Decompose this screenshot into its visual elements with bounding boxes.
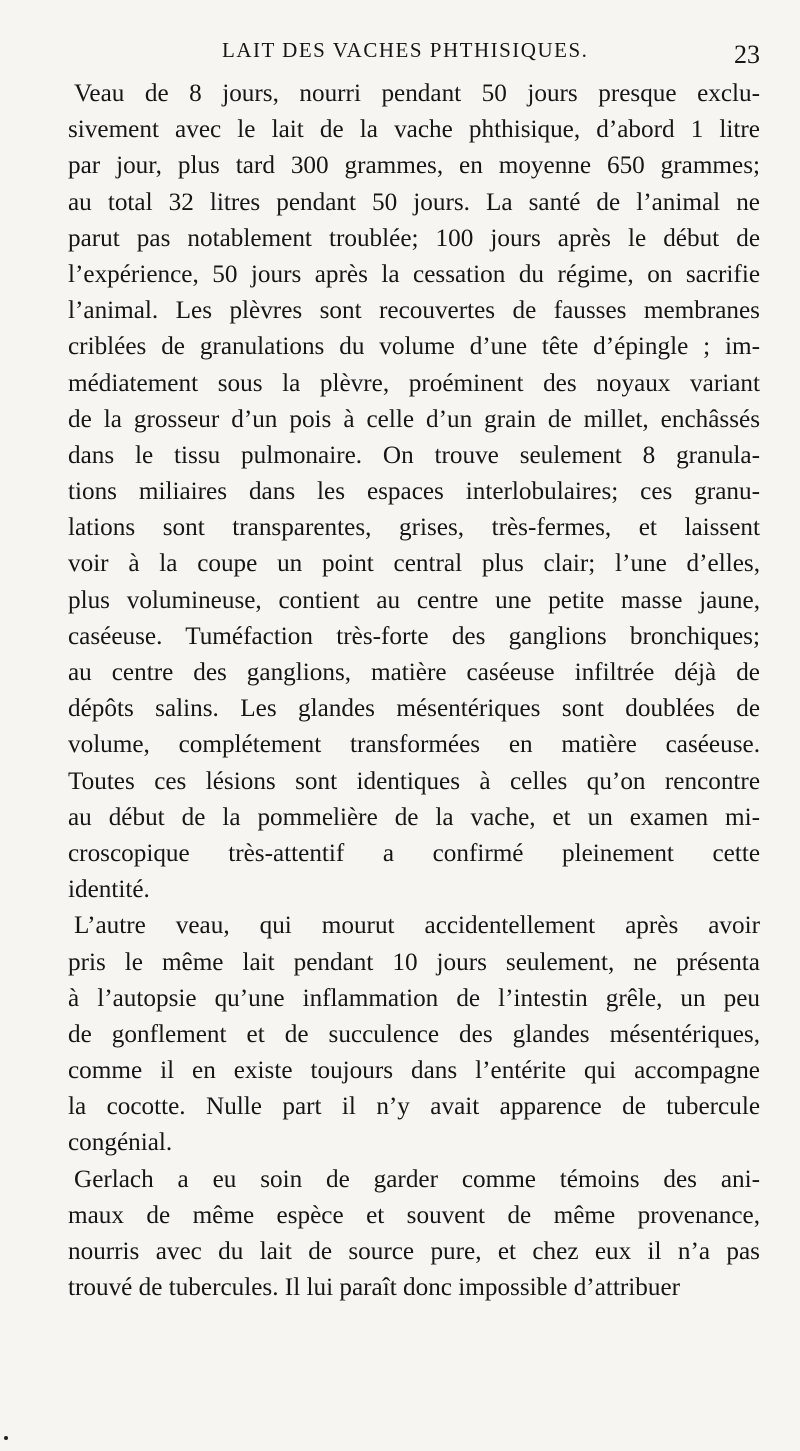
text-line: identité. [68, 876, 150, 904]
text-line: croscopique très-attentif a confirmé pleinement cette [68, 839, 760, 867]
text-line: dans le tissu pulmonaire. On trouve seulement 8 granula- [68, 441, 760, 469]
text-line: par jour, plus tard 300 grammes, en moyenne 650 grammes; [68, 152, 760, 180]
ink-speck [4, 1436, 8, 1440]
page-number: 23 [734, 40, 760, 69]
text-line: Gerlach a eu soin de garder comme témoins des ani- [74, 1165, 760, 1193]
text-line: criblées de granulations du volume d’une tête d’épingle ; im- [68, 333, 760, 361]
text-line: congénial. [68, 1129, 173, 1157]
text-line: sivement avec le lait de la vache phthisique, d’abord 1 litre [68, 116, 760, 144]
body-text [68, 76, 760, 1306]
page-header [62, 38, 762, 72]
paragraph [68, 908, 760, 1161]
text-line: au total 32 litres pendant 50 jours. La santé de l’animal ne [68, 188, 760, 216]
text-line: trouvé de tubercules. Il lui paraît donc impossible d’attribuer [68, 1274, 681, 1302]
paragraph [68, 1162, 760, 1307]
text-line: Veau de 8 jours, nourri pendant 50 jours presque exclu- [74, 80, 760, 107]
running-head: LAIT DES VACHES PHTHISIQUES. [222, 38, 589, 62]
text-line: tions miliaires dans les espaces interlobulaires; ces granu- [68, 478, 760, 506]
text-line: caséeuse. Tuméfaction très-forte des ganglions bronchiques; [68, 622, 760, 650]
text-line: parut pas notablement troublée; 100 jours après le début de [68, 224, 760, 252]
text-line: pris le même lait pendant 10 jours seulement, ne présenta [68, 948, 760, 976]
text-line: L’autre veau, qui mourut accidentellement après avoir [74, 912, 760, 940]
text-line: de la grosseur d’un pois à celle d’un grain de millet, enchâssés [68, 405, 760, 433]
text-line: Toutes ces lésions sont identiques à celles qu’on rencontre [68, 767, 760, 795]
text-line: au début de la pommelière de la vache, et un examen mi- [68, 803, 760, 831]
text-line: l’expérience, 50 jours après la cessation du régime, on sacrifie [68, 260, 760, 288]
text-line: volume, complétement transformées en matière caséeuse. [68, 731, 760, 759]
text-line: au centre des ganglions, matière caséeuse infiltrée déjà de [68, 659, 760, 686]
text-line: lations sont transparentes, grises, très-fermes, et laissent [68, 514, 760, 542]
text-line: de gonflement et de succulence des glandes mésentériques, [68, 1020, 760, 1048]
text-line: médiatement sous la plèvre, proéminent des noyaux variant [68, 369, 760, 397]
text-line: à l’autopsie qu’une inflammation de l’intestin grêle, un peu [68, 984, 760, 1012]
paragraph [68, 76, 760, 908]
text-line: voir à la coupe un point central plus clair; l’une d’elles, [68, 550, 760, 578]
text-line: maux de même espèce et souvent de même provenance, [68, 1201, 760, 1229]
text-line: comme il en existe toujours dans l’entérite qui accompagne [68, 1057, 760, 1085]
text-line: nourris avec du lait de source pure, et chez eux il n’a pas [68, 1238, 760, 1265]
text-line: dépôts salins. Les glandes mésentériques sont doublées de [68, 695, 760, 723]
text-line: l’animal. Les plèvres sont recouvertes de fausses membranes [68, 297, 760, 325]
text-line: la cocotte. Nulle part il n’y avait apparence de tubercule [68, 1093, 760, 1121]
text-line: plus volumineuse, contient au centre une petite masse jaune, [68, 586, 760, 614]
